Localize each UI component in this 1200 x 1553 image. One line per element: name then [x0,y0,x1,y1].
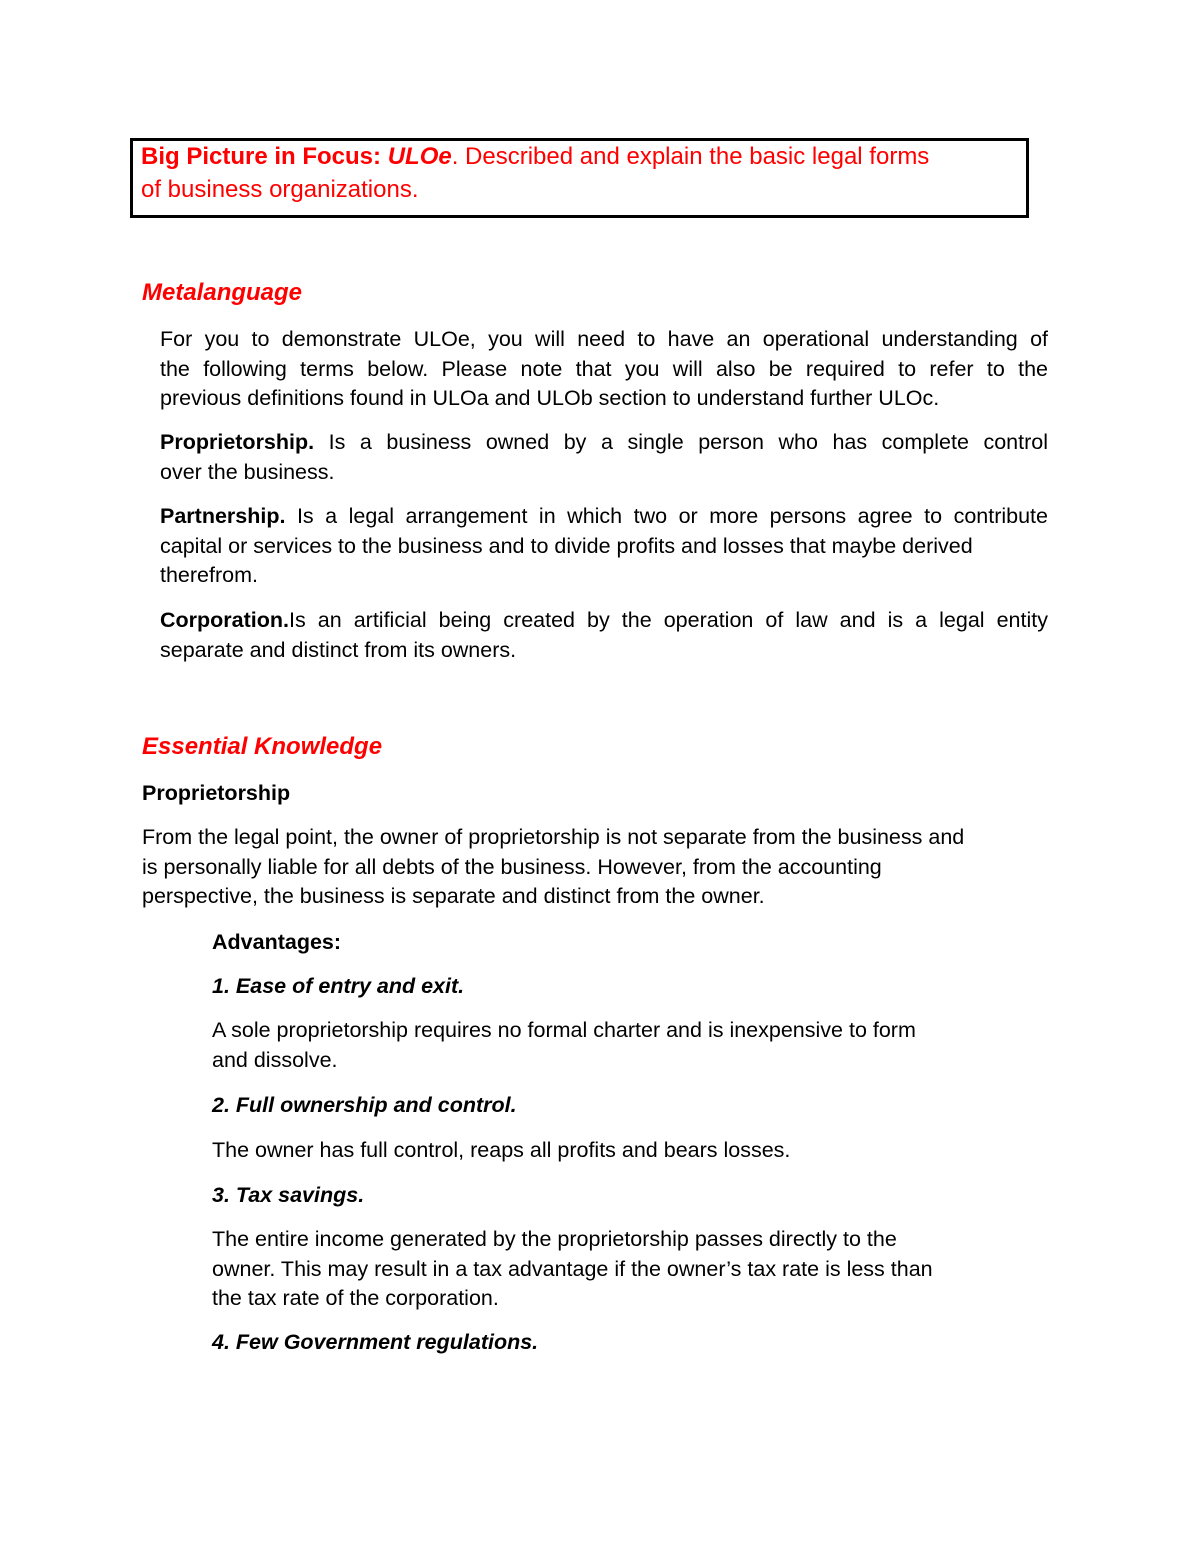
advantage-title: 1. Ease of entry and exit. [212,974,465,998]
proprietorship-intro-line: From the legal point, the owner of proprietorship is not separate from the business and [142,825,965,849]
metalanguage-intro-line: For you to demonstrate ULOe, you will need to have an operational understanding of [160,327,1048,351]
term-name: Proprietorship. [160,430,315,454]
term-line: separate and distinct from its owners. [160,637,517,662]
metalanguage-intro-line: the following terms below. Please note that you will also be required to refer to the [160,356,1048,381]
proprietorship-intro-line: perspective, the business is separate and distinct from the owner. [142,884,765,908]
focus-label: Big Picture in Focus: [141,143,382,170]
term-line: over the business. [160,459,335,484]
advantage-line: A sole proprietorship requires no formal charter and is inexpensive to form [212,1018,916,1042]
proprietorship-subheading: Proprietorship [142,781,291,805]
term-definition-corporation [160,606,1048,665]
term-name: Partnership. [160,504,286,528]
term-definition-partnership [160,502,1048,591]
advantage-line: owner. This may result in a tax advantage if the owner’s tax rate is less than [212,1256,933,1281]
metalanguage-intro-line: previous definitions found in ULOa and ULOb section to understand further ULOc. [160,386,940,410]
term-text: Is an artificial being created by the operation of law and is a legal entity [289,608,1048,632]
focus-line1-rest: . Described and explain the basic legal forms [451,143,930,170]
focus-statement [141,140,1056,206]
term-first-line [160,428,1048,458]
term-name: Corporation. [160,608,289,632]
term-text: Is a business owned by a single person who has complete control [314,430,1048,454]
metalanguage-intro [160,325,1048,414]
term-first-line [160,502,1048,532]
advantages-label: Advantages: [212,930,342,954]
metalanguage-heading: Metalanguage [142,279,303,306]
focus-line-1 [141,140,1056,173]
proprietorship-intro-line: is personally liable for all debts of the business. However, from the accounting [142,854,882,879]
term-text: Is a legal arrangement in which two or more persons agree to contribute [285,504,1048,528]
advantage-line: The owner has full control, reaps all profits and bears losses. [212,1138,791,1162]
advantage-title: 4. Few Government regulations. [212,1330,539,1354]
term-first-line [160,606,1048,636]
advantage-line: The entire income generated by the proprietorship passes directly to the [212,1227,897,1251]
advantage-description [212,1136,1032,1166]
advantage-line: and dissolve. [212,1047,338,1072]
advantage-description [212,1016,1032,1075]
term-line: capital or services to the business and to divide profits and losses that maybe derived [160,533,973,558]
essential-knowledge-heading: Essential Knowledge [142,733,383,760]
term-line: therefrom. [160,563,258,587]
term-definition-proprietorship [160,428,1048,487]
proprietorship-intro [142,823,1042,912]
advantage-line: the tax rate of the corporation. [212,1286,499,1310]
focus-line-2: of business organizations. [141,176,419,203]
advantage-title: 2. Full ownership and control. [212,1093,517,1117]
advantage-title: 3. Tax savings. [212,1183,365,1207]
advantage-description [212,1225,1032,1314]
focus-ulo: ULOe [387,143,452,170]
